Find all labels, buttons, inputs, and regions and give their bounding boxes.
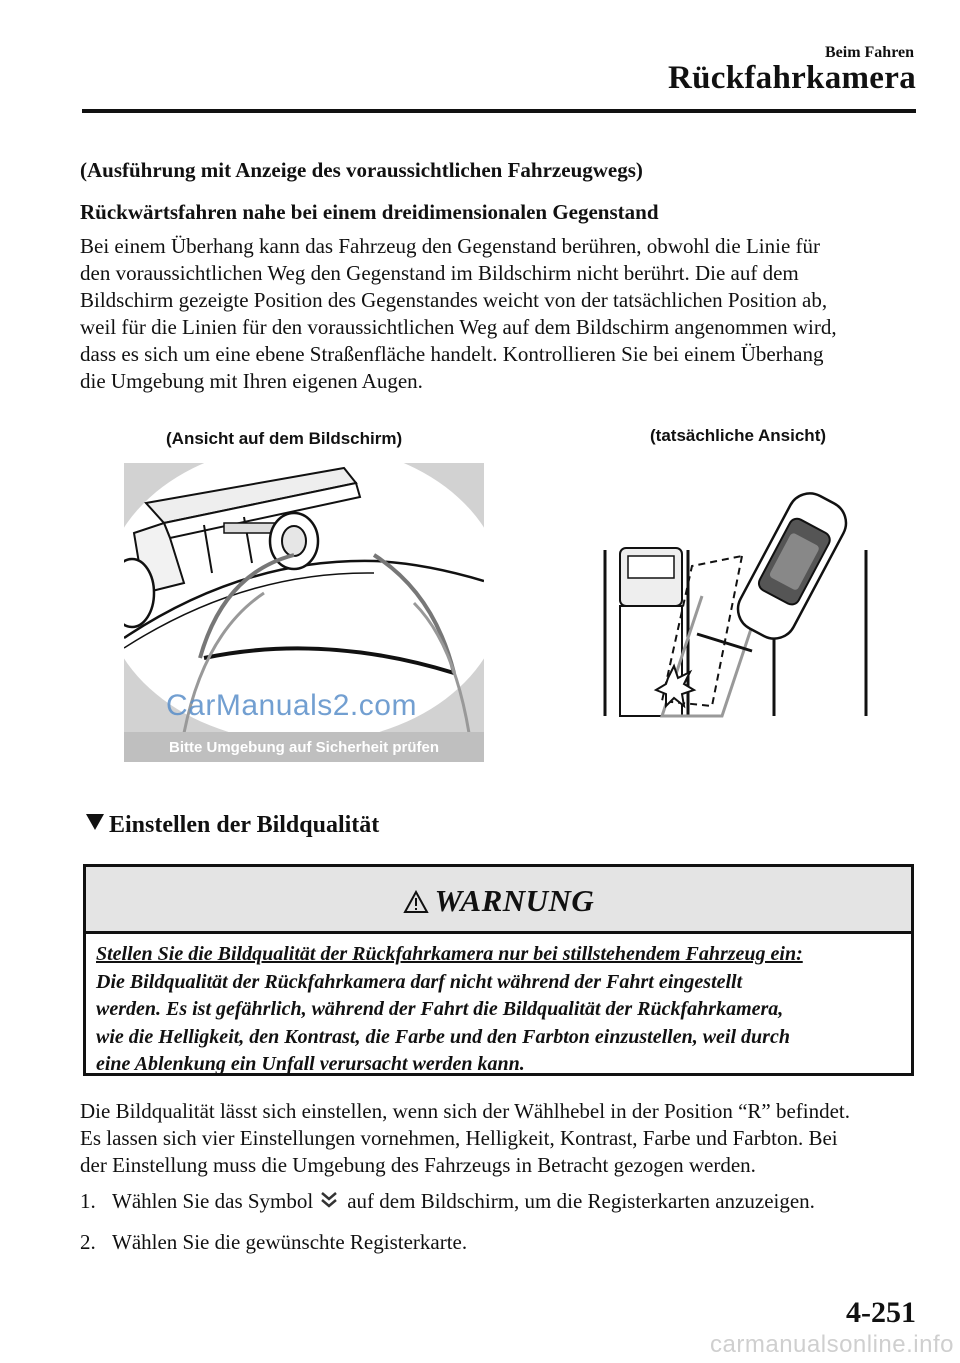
step-text-after: auf dem Bildschirm, um die Registerkarten anzuzeigen. bbox=[347, 1189, 815, 1213]
screen-view-illustration bbox=[124, 463, 484, 762]
warning-line: werden. Es ist gefährlich, während der Fahrt die Bildqualität der Rückfahrkamera, bbox=[96, 998, 784, 1020]
intro-line: die Umgebung mit Ihren eigenen Augen. bbox=[80, 369, 423, 393]
running-header-title: Rückfahrkamera bbox=[667, 60, 916, 96]
intro-line: weil für die Linien für den voraussichtlichen Weg auf dem Bildschirm angenommen wird, bbox=[80, 315, 837, 339]
warning-body bbox=[86, 934, 911, 1079]
actual-view-caption: (tatsächliche Ansicht) bbox=[650, 426, 827, 445]
footer-watermark: carmanualsonline.info bbox=[710, 1331, 954, 1358]
body-line: Die Bildqualität lässt sich einstellen, wenn sich der Wählhebel in der Position “R” befindet. bbox=[80, 1099, 851, 1123]
screen-watermark: CarManuals2.com bbox=[166, 689, 417, 722]
body-line: der Einstellung muss die Umgebung des Fahrzeugs in Betracht gezogen werden. bbox=[80, 1153, 756, 1177]
warning-title bbox=[403, 883, 595, 918]
warning-box bbox=[83, 864, 914, 1076]
section-title: Einstellen der Bildqualität bbox=[109, 812, 380, 838]
page-number: 4-251 bbox=[846, 1296, 916, 1329]
step-number: 1. bbox=[80, 1189, 96, 1213]
variant-note: (Ausführung mit Anzeige des voraussichtlichen Fahrzeugwegs) bbox=[80, 158, 643, 182]
double-chevron-down-icon bbox=[319, 1190, 339, 1217]
intro-line: den voraussichtlichen Weg den Gegenstand im Bildschirm nicht berührt. Die auf dem bbox=[80, 261, 799, 285]
screen-warning-text: Bitte Umgebung auf Sicherheit prüfen bbox=[168, 739, 439, 756]
running-header-section: Beim Fahren bbox=[824, 44, 914, 61]
warning-title-text: WARNUNG bbox=[434, 883, 595, 918]
parking-diagram bbox=[602, 486, 870, 718]
warning-line: wie die Helligkeit, den Kontrast, die Farbe und den Farbton einzustellen, weil durch bbox=[96, 1025, 790, 1048]
intro-line: dass es sich um eine ebene Straßenfläche handelt. Kontrollieren Sie bei einem Überhang bbox=[80, 342, 824, 366]
intro-line: Bildschirm gezeigte Position des Gegenstandes weicht von der tatsächlichen Position ab, bbox=[80, 288, 828, 312]
intro-line: Bei einem Überhang kann das Fahrzeug den Gegenstand berühren, obwohl die Linie für bbox=[80, 234, 821, 258]
body-paragraph bbox=[80, 1098, 916, 1179]
warning-lead: Stellen Sie die Bildqualität der Rückfahrkamera nur bei stillstehendem Fahrzeug ein: bbox=[96, 943, 803, 965]
step-number: 2. bbox=[80, 1230, 96, 1254]
screen-view-caption: (Ansicht auf dem Bildschirm) bbox=[166, 429, 403, 448]
warning-line: Die Bildqualität der Rückfahrkamera darf nicht während der Fahrt eingestellt bbox=[96, 970, 743, 993]
body-line: Es lassen sich vier Einstellungen vornehmen, Helligkeit, Kontrast, Farbe und Farbton. Bei bbox=[80, 1126, 838, 1150]
step-text-before: Wählen Sie das Symbol bbox=[112, 1189, 314, 1213]
section-marker-icon bbox=[86, 814, 104, 830]
subheading: Rückwärtsfahren nahe bei einem dreidimensionalen Gegenstand bbox=[80, 200, 659, 224]
warning-triangle-icon bbox=[403, 890, 429, 914]
step-2 bbox=[80, 1229, 467, 1256]
intro-paragraph bbox=[80, 233, 916, 395]
step-text: Wählen Sie die gewünschte Registerkarte. bbox=[112, 1230, 468, 1254]
step-1 bbox=[80, 1188, 815, 1217]
warning-header bbox=[86, 867, 911, 934]
header-rule bbox=[82, 109, 916, 113]
section-heading bbox=[86, 812, 379, 839]
warning-line: eine Ablenkung ein Unfall verursacht werden kann. bbox=[96, 1053, 525, 1075]
actual-view-illustration bbox=[602, 486, 870, 718]
